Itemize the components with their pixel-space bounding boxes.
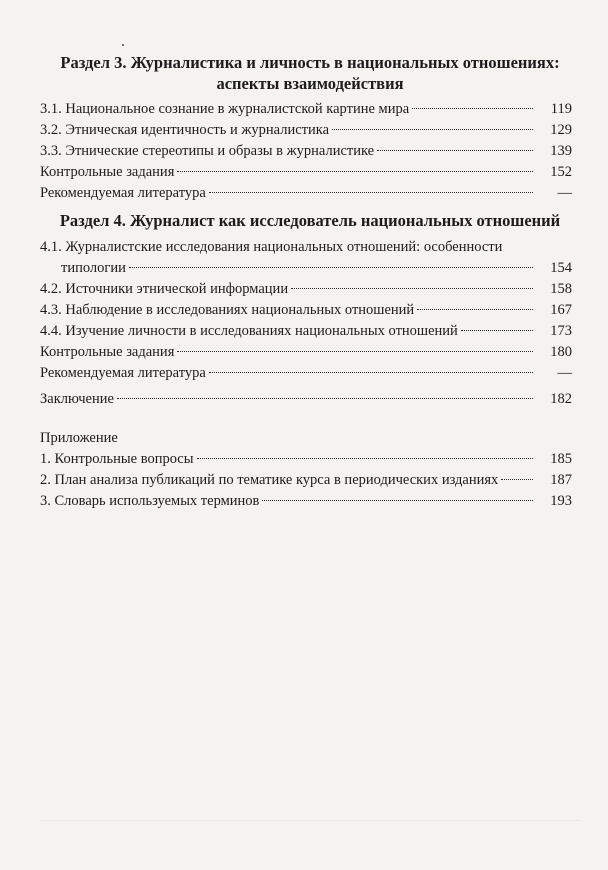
leader-dots (377, 150, 533, 151)
leader-dots (209, 372, 533, 373)
leader-dots (332, 129, 533, 130)
section3-title-line1: Раздел 3. Журналистика и личность в национальных отношениях: (60, 53, 560, 72)
toc-entry-label: 1. Контрольные вопросы (40, 451, 194, 467)
toc-entry-label: 3.2. Этническая идентичность и журналистика (40, 122, 330, 138)
toc-entry-page: 139 (550, 143, 572, 159)
toc-entry-label: 4.4. Изучение личности в исследованиях национальных отношений (40, 323, 458, 339)
toc-entry-label: 3.3. Этнические стереотипы и образы в журналистике (40, 143, 375, 159)
section4-entries (40, 237, 572, 384)
toc-entry[interactable] (40, 141, 572, 162)
leader-dots (291, 288, 533, 289)
toc-entry-label: 3.1. Национальное сознание в журналистской картине мира (40, 101, 410, 117)
toc-entry[interactable] (40, 258, 572, 279)
toc-entry[interactable] (40, 363, 572, 384)
toc-entry[interactable] (40, 99, 572, 120)
toc-entry-page: 173 (550, 323, 572, 339)
toc-entry-label: Контрольные задания (40, 344, 175, 360)
toc-entry[interactable] (40, 449, 572, 470)
section3-entries (40, 99, 572, 204)
leader-dots (129, 267, 533, 268)
toc-entry-label: 3. Словарь используемых терминов (40, 493, 260, 509)
leader-dots (412, 108, 533, 109)
toc-entry-label: 4.2. Источники этнической информации (40, 281, 289, 297)
toc-entry[interactable] (40, 321, 572, 342)
leader-dots (501, 479, 533, 480)
toc-entry[interactable] (40, 300, 572, 321)
toc-entry-label: Заключение (40, 391, 114, 407)
toc-entry-page: 180 (550, 344, 572, 360)
toc-entry-page: — (557, 365, 572, 381)
leader-dots (262, 500, 533, 501)
section4-title: Раздел 4. Журналист как исследователь национальных отношений (59, 211, 561, 230)
toc-entry[interactable] (40, 120, 572, 141)
leader-dots (417, 309, 533, 310)
toc-entry-label[interactable]: 4.1. Журналистские исследования национальных отношений: особенности (40, 239, 503, 255)
appendix-entries (40, 428, 572, 512)
toc-entry-label: 4.3. Наблюдение в исследованиях национальных отношений (40, 302, 415, 318)
toc-entry-label: типологии (61, 260, 126, 276)
toc-entry-page: 167 (550, 302, 572, 318)
toc-entry-label: Рекомендуемая литература (40, 365, 206, 381)
toc-entry[interactable] (40, 279, 572, 300)
toc-entry-page: — (557, 185, 572, 201)
leader-dots (197, 458, 534, 459)
leader-dots (209, 192, 533, 193)
toc-entry-page: 119 (550, 101, 572, 117)
toc-entry-page: 185 (550, 451, 572, 467)
leader-dots (177, 351, 533, 352)
toc-entry[interactable] (40, 162, 572, 183)
section3-title-line2: аспекты взаимодействия (216, 74, 404, 93)
toc-entry-label: Контрольные задания (40, 164, 175, 180)
toc-entry-label: 2. План анализа публикаций по тематике курса в периодических изданиях (40, 472, 499, 488)
paper-speck (122, 44, 124, 46)
leader-dots (461, 330, 533, 331)
toc-entry[interactable] (40, 491, 572, 512)
toc-entry-page: 154 (550, 260, 572, 276)
conclusion-entry-wrap (40, 389, 572, 410)
leader-dots (177, 171, 533, 172)
toc-entry[interactable] (40, 342, 572, 363)
toc-entry-page: 193 (550, 493, 572, 509)
appendix-heading: Приложение (40, 430, 118, 446)
toc-entry[interactable] (40, 183, 572, 204)
toc-entry-page: 187 (550, 472, 572, 488)
toc-entry-page: 129 (550, 122, 572, 138)
leader-dots (117, 398, 533, 399)
toc-entry-page: 182 (550, 391, 572, 407)
toc-entry-page: 158 (550, 281, 572, 297)
toc-entry[interactable] (40, 389, 572, 410)
bleed-through-texture (40, 520, 580, 850)
toc-entry[interactable] (40, 470, 572, 491)
toc-entry-label: Рекомендуемая литература (40, 185, 206, 201)
toc-entry-page: 152 (550, 164, 572, 180)
section3-title (40, 52, 580, 94)
